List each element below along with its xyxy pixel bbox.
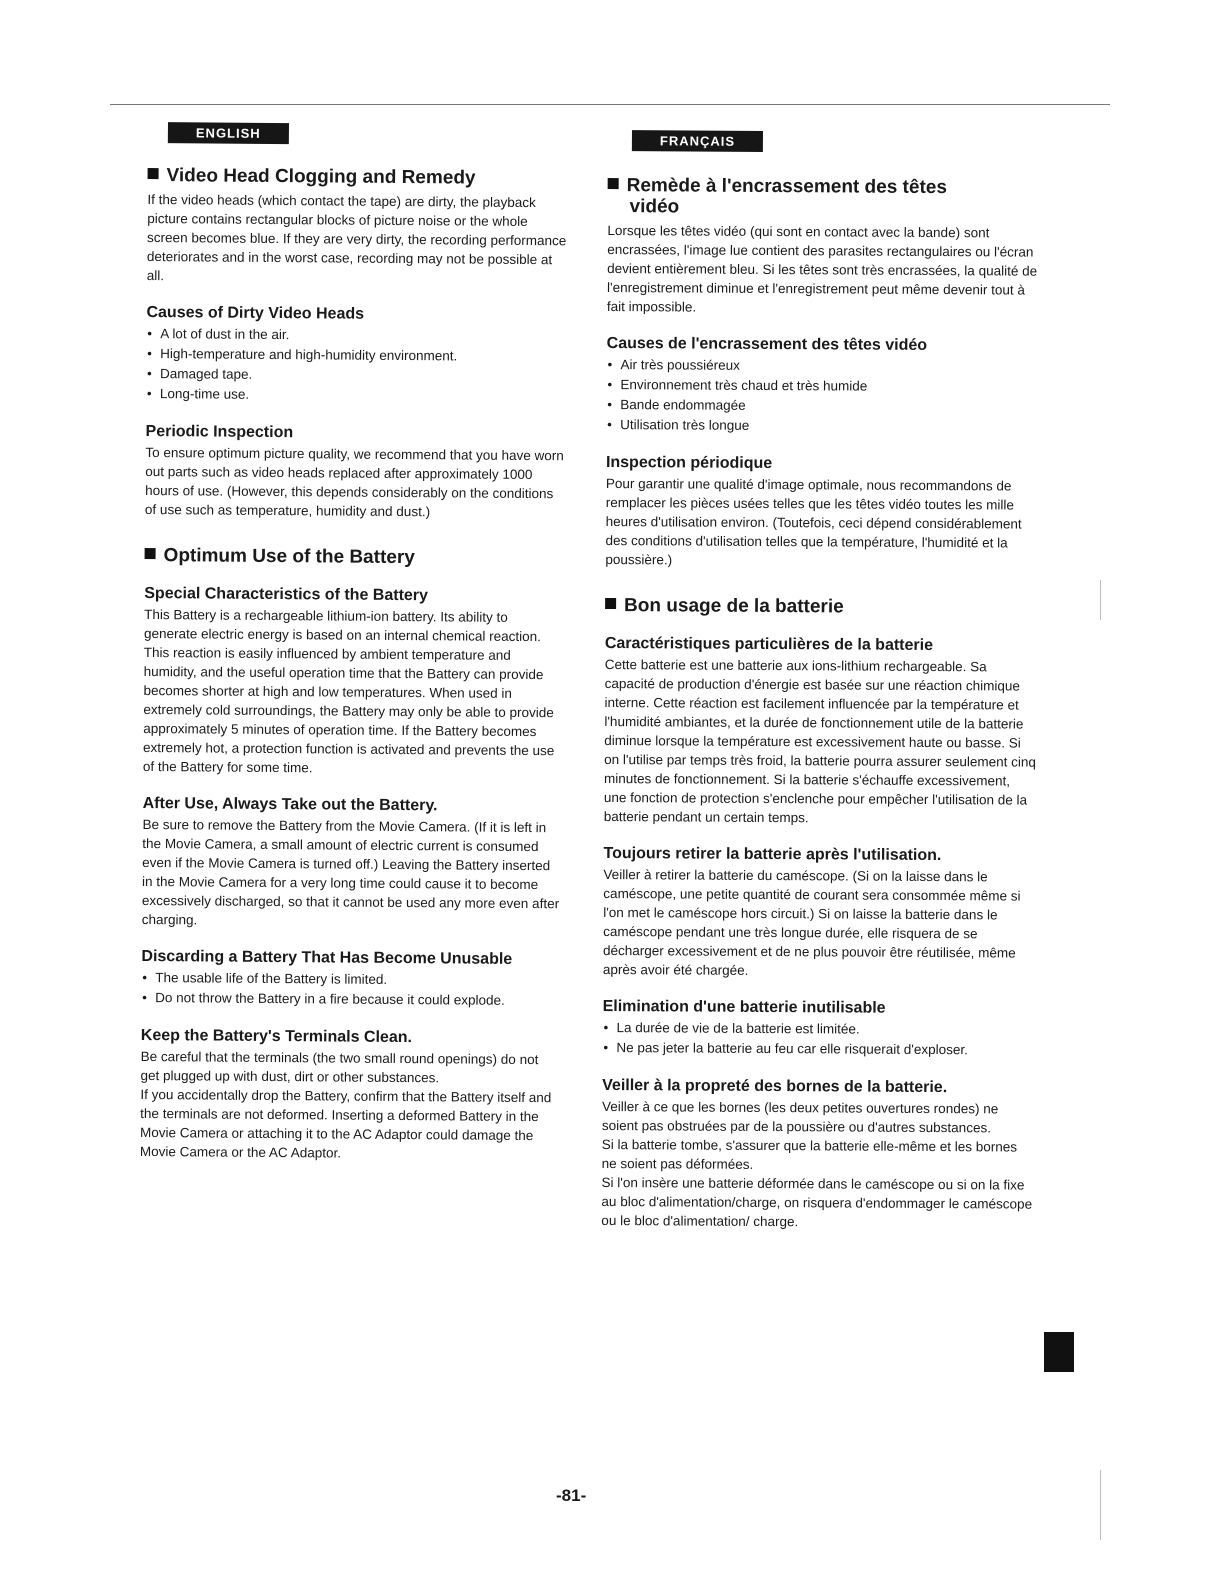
subsection-title: Elimination d'une batterie inutilisable xyxy=(602,997,886,1017)
list-item: • Damaged tape. xyxy=(146,364,566,387)
subsection-title: Periodic Inspection xyxy=(145,422,294,442)
subsection-title: Causes de l'encrassement des têtes vidéo xyxy=(606,334,928,354)
english-column xyxy=(140,122,568,1164)
list-item: • La durée de vie de la batterie est limitée. xyxy=(602,1018,1034,1041)
french-column xyxy=(601,130,1040,1233)
section-body: Lorsque les têtes vidéo (qui sont en contact avec la bande) sont encrassées, l'image lue contient des parasites rectangulaires ou l'écran devient entièrement bleu. Si les têtes sont très encrassées, la qualité de l'enregistrement diminue et l'enregistrement peut même devenir tout à fait impossible. xyxy=(606,222,1038,315)
subsection-body: Be sure to remove the Battery from the Movie Camera. (If it is left in the Movie Camera, a small amount of electric current is consumed even if the Movie Camera is turned off.) Leaving the Battery inserted in the Movie Camera for a very long time could cause it to become excessively discharged, so that it cannot be used any more even after charging. xyxy=(141,816,560,928)
square-bullet-icon xyxy=(148,168,159,179)
subsection-title: Causes of Dirty Video Heads xyxy=(146,303,365,323)
list-item: • Air très poussiéreux xyxy=(607,355,1039,378)
list-item: • Long-time use. xyxy=(146,384,566,407)
list-item: • Utilisation très longue xyxy=(606,415,1038,438)
subsection-body: This Battery is a rechargeable lithium-ion battery. Its ability to generate electric energy is based on an internal chemical reaction. This reaction is easily influenced by ambient temperature and humidity, and the useful operation time that the Battery can provide becomes shorter at high and low temperatures. When used in extremely cold surroundings, the Battery may only be able to provide approximately 5 minutes of operation time. If the Battery becomes extremely hot, a protection function is activated and prevents the use of the Battery for some time. xyxy=(142,606,555,776)
subsection-body: Be careful that the terminals (the two small round openings) do not get plugged up with dust, dirt or other substances. xyxy=(140,1048,539,1086)
bullet-list xyxy=(602,1018,1034,1061)
square-bullet-icon xyxy=(605,598,616,609)
bullet-list xyxy=(146,324,567,407)
bullet-list xyxy=(606,355,1038,438)
subsection-body: Si l'on insère une batterie déformée dans le caméscope ou si on la fixe au bloc d'alimentation/charge, on risquera d'endommager le caméscope ou le bloc d'alimentation/ charge. xyxy=(601,1174,1033,1230)
subsection-body: Veiller à retirer la batterie du caméscope. (Si on la laisse dans le caméscope, une petite quantité de courant sera consommée même si l'on met le caméscope hors circuit.) Si on laisse la batterie dans le caméscope pendant une très longue durée, elle risquera de se décharger excessivement et de ne plus pouvoir être réutilisée, même après avoir été chargée. xyxy=(602,866,1021,978)
subsection-title: Veiller à la propreté des bornes de la batterie. xyxy=(602,1076,948,1097)
list-item: • High-temperature and high-humidity environment. xyxy=(146,344,566,367)
subsection-title: Inspection périodique xyxy=(605,453,773,473)
subsection-body: Pour garantir une qualité d'image optimale, nous recommandons de remplacer les pièces usées telles que les têtes vidéo toutes les mille heures d'utilisation environ. (Toutefois, ceci dépend considérablement des conditions d'utilisation telles que la température, l'humidité et la poussière.) xyxy=(605,475,1022,568)
list-item: • Environnement très chaud et très humide xyxy=(606,375,1038,398)
subsection-body: Cette batterie est une batterie aux ions-lithium rechargeable. Sa capacité de production d'énergie est basée sur une réaction chimique interne. Cette réaction est facilement influencée par la température et l'humidité ambiantes, et la durée de fonctionnement utile de la batterie diminue lorsque la température est excessivement haute ou basse. Si on l'utilise par temps très froid, la batterie pourra assurer seulement cinq minutes de fonctionnement. Si la batterie s'échauffe excessivement, une fonction de protection s'enclenche pour empêcher l'utilisation de la batterie pendant un certain temps. xyxy=(603,656,1036,826)
bullet-list xyxy=(141,968,561,1011)
list-item: • Ne pas jeter la batterie au feu car elle risquerait d'exploser. xyxy=(602,1038,1034,1061)
square-bullet-icon xyxy=(145,548,156,559)
scan-margin-mark xyxy=(1100,580,1101,620)
subsection-title: Caractéristiques particulières de la batterie xyxy=(604,634,934,654)
language-badge-english: ENGLISH xyxy=(168,122,289,144)
subsection-body: If you accidentally drop the Battery, confirm that the Battery itself and the terminals are not deformed. Inserting a deformed Battery in the Movie Camera or attaching it to the AC Adaptor could damage the Movie Camera or the AC Adaptor. xyxy=(139,1086,552,1161)
square-bullet-icon xyxy=(608,178,619,189)
subsection-title: Toujours retirer la batterie après l'utilisation. xyxy=(603,844,942,865)
list-item: • Bande endommagée xyxy=(606,395,1038,418)
list-item: • A lot of dust in the air. xyxy=(146,324,566,347)
section-title: Remède à l'encrassement des têtes vidéo xyxy=(607,175,1039,220)
section-title: Video Head Clogging and Remedy xyxy=(147,165,567,189)
scan-margin-mark xyxy=(1100,1470,1101,1540)
subsection-title: Keep the Battery's Terminals Clean. xyxy=(140,1026,413,1047)
subsection-title: After Use, Always Take out the Battery. xyxy=(142,794,438,815)
list-item: • Do not throw the Battery in a fire because it could explode. xyxy=(141,988,561,1011)
top-rule xyxy=(110,104,1110,105)
subsection-body: To ensure optimum picture quality, we recommend that you have worn out parts such as video heads replaced after approximately 1000 hours of use. (However, this depends considerably on the conditions of use such as temperature, humidity and dust.) xyxy=(144,444,564,520)
chapter-edge-tab xyxy=(1044,1332,1074,1372)
page-number: -81- xyxy=(556,1486,587,1505)
subsection-title: Special Characteristics of the Battery xyxy=(144,584,429,605)
language-badge-french: FRANÇAIS xyxy=(632,130,763,152)
subsection-body: Si la batterie tombe, s'assurer que la batterie elle-même et les bornes ne soient pas déformées. xyxy=(601,1136,1018,1172)
section-title: Optimum Use of the Battery xyxy=(145,545,565,569)
list-item: • The usable life of the Battery is limited. xyxy=(141,968,561,991)
subsection-title: Discarding a Battery That Has Become Unusable xyxy=(141,947,513,968)
section-body: If the video heads (which contact the tape) are dirty, the playback picture contains rectangular blocks of picture noise or the whole screen becomes blue. If they are very dirty, the recording performance deteriorates and in the worst case, recording may not be possible at all. xyxy=(146,191,567,284)
subsection-body: Veiller à ce que les bornes (les deux petites ouvertures rondes) ne soient pas obstruées par de la poussière ou d'autres substances. xyxy=(601,1098,999,1136)
section-title: Bon usage de la batterie xyxy=(605,595,1037,619)
